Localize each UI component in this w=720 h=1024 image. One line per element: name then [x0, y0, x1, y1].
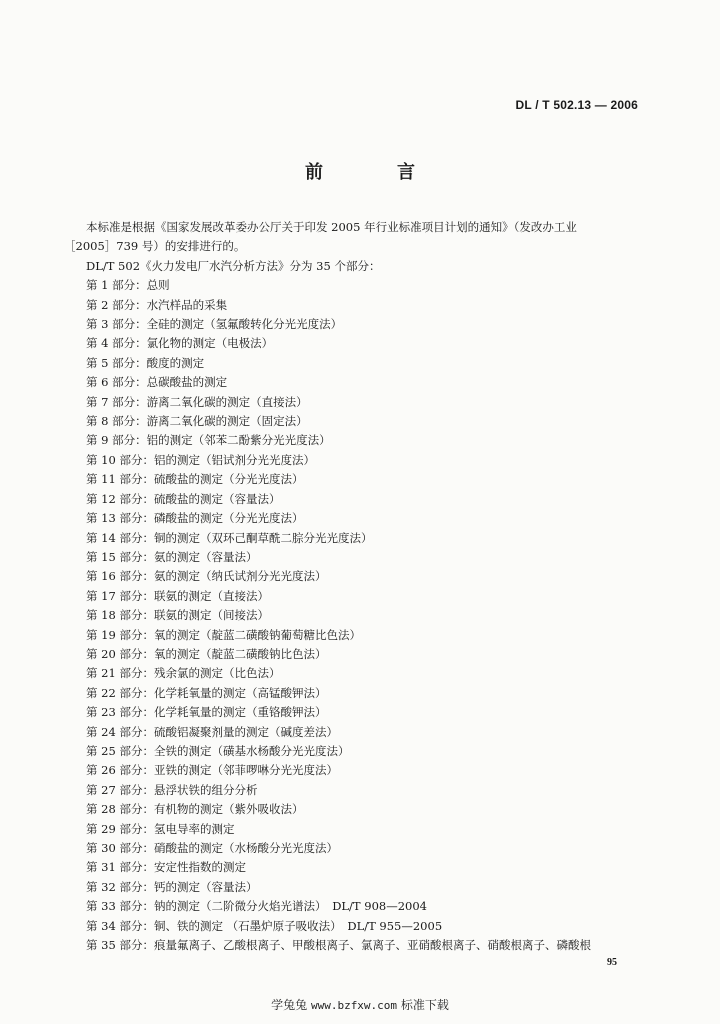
- part-label: 第 19 部分：: [86, 627, 154, 642]
- part-item: [86, 645, 646, 664]
- part-title: 铜的测定（双环己酮草酰二腙分光光度法）: [153, 530, 373, 545]
- part-label: 第 32 部分：: [86, 879, 154, 894]
- page-number: 95: [607, 957, 617, 968]
- part-item: [86, 878, 646, 897]
- intro-line-3: DL/T 502《火力发电厂水汽分析方法》分为 35 个部分：: [86, 258, 381, 273]
- part-item: [86, 742, 646, 761]
- part-item: [86, 936, 646, 955]
- part-item: [86, 606, 646, 625]
- part-title: 化学耗氧量的测定（高锰酸钾法）: [153, 685, 327, 700]
- footer-site-name: 学兔兔: [271, 998, 308, 1012]
- part-item: [86, 839, 646, 858]
- part-item: [86, 897, 646, 916]
- part-label: 第 22 部分：: [86, 685, 154, 700]
- part-title: 联氨的测定（直接法）: [153, 588, 269, 603]
- part-item: [86, 529, 646, 548]
- part-title: 铜、铁的测定 （石墨炉原子吸收法） DL/T 955—2005: [153, 918, 443, 933]
- part-label: 第 15 部分：: [86, 549, 154, 564]
- part-label: 第 33 部分：: [86, 899, 154, 914]
- part-title: 残余氯的测定（比色法）: [153, 666, 281, 681]
- part-item: [86, 587, 646, 606]
- part-item: [86, 296, 646, 315]
- footer-watermark: [0, 996, 720, 1013]
- part-item: [86, 917, 646, 936]
- part-label: 第 31 部分：: [86, 860, 154, 875]
- part-item: [86, 509, 646, 528]
- part-item: [86, 664, 646, 683]
- document-body: [64, 218, 646, 955]
- part-item: [86, 626, 646, 645]
- part-title: 化学耗氧量的测定（重铬酸钾法）: [153, 705, 327, 720]
- part-label: 第 11 部分：: [86, 472, 154, 487]
- part-label: 第 12 部分：: [86, 491, 154, 506]
- part-title: 安定性指数的测定: [153, 860, 246, 875]
- part-title: 游离二氧化碳的测定（直接法）: [146, 394, 308, 409]
- part-item: [86, 373, 646, 392]
- part-title: 悬浮状铁的组分分析: [153, 782, 258, 797]
- part-label: 第 34 部分：: [86, 918, 154, 933]
- intro-line-2: ［2005］739 号）的安排进行的。: [64, 239, 246, 254]
- part-item: [86, 567, 646, 586]
- part-item: [86, 723, 646, 742]
- part-label: 第 26 部分：: [86, 763, 154, 778]
- part-title: 有机物的测定（紫外吸收法）: [153, 802, 304, 817]
- part-label: 第 3 部分：: [86, 317, 147, 332]
- part-label: 第 30 部分：: [86, 841, 154, 855]
- part-title: 氯化物的测定（电极法）: [146, 336, 274, 351]
- part-item: [86, 334, 646, 353]
- part-title: 游离二氧化碳的测定（固定法）: [146, 414, 308, 429]
- intro-line-1: 本标准是根据《国家发展改革委办公厅关于印发 2005 年行业标准项目计划的通知》（发改办工业: [86, 220, 577, 234]
- part-title: 痕量氟离子、乙酸根离子、甲酸根离子、氯离子、亚硝酸根离子、硝酸根离子、磷酸根: [153, 938, 591, 953]
- part-title: 氧的测定（靛蓝二磺酸钠比色法）: [153, 646, 327, 661]
- part-title: 硫酸盐的测定（容量法）: [153, 491, 281, 506]
- part-item: [86, 470, 646, 489]
- part-label: 第 7 部分：: [86, 394, 147, 409]
- part-item: [86, 548, 646, 567]
- part-label: 第 21 部分：: [86, 666, 154, 681]
- part-title: 硫酸盐的测定（分光光度法）: [153, 472, 304, 487]
- part-label: 第 5 部分：: [86, 355, 147, 370]
- part-title: 氢电导率的测定: [153, 821, 235, 836]
- part-title: 钙的测定（容量法）: [153, 879, 258, 894]
- part-item: [86, 781, 646, 800]
- part-title: 钠的测定（二阶微分火焰光谱法） DL/T 908—2004: [153, 899, 427, 914]
- part-title: 总碳酸盐的测定: [146, 375, 228, 390]
- part-title: 硝酸盐的测定（水杨酸分光光度法）: [153, 841, 338, 855]
- standard-number: DL / T 502.13 — 2006: [515, 98, 638, 112]
- part-label: 第 25 部分：: [86, 743, 154, 758]
- part-title: 亚铁的测定（邻菲啰啉分光光度法）: [153, 763, 338, 778]
- part-item: [86, 412, 646, 431]
- footer-url: www.bzfxw.com: [310, 999, 398, 1012]
- part-title: 铝的测定（铝试剂分光光度法）: [153, 452, 315, 467]
- page-title: 前 言: [305, 162, 443, 183]
- part-item: [86, 315, 646, 334]
- part-item: [86, 354, 646, 373]
- part-label: 第 18 部分：: [86, 608, 154, 623]
- part-title: 水汽样品的采集: [146, 297, 228, 312]
- part-item: [86, 703, 646, 722]
- part-item: [86, 761, 646, 780]
- part-title: 酸度的测定: [146, 355, 205, 370]
- part-item: [86, 431, 646, 450]
- part-title: 全铁的测定（磺基水杨酸分光光度法）: [153, 743, 350, 758]
- part-title: 氨的测定（纳氏试剂分光光度法）: [153, 569, 327, 584]
- part-title: 硫酸铝凝聚剂量的测定（碱度差法）: [153, 724, 338, 739]
- part-label: 第 35 部分：: [86, 938, 154, 953]
- part-label: 第 24 部分：: [86, 724, 154, 739]
- part-label: 第 1 部分：: [86, 278, 147, 293]
- part-item: [86, 684, 646, 703]
- part-title: 联氨的测定（间接法）: [153, 608, 269, 623]
- part-label: 第 13 部分：: [86, 511, 154, 526]
- part-label: 第 4 部分：: [86, 336, 147, 351]
- part-title: 总则: [146, 278, 170, 293]
- part-item: [86, 490, 646, 509]
- part-label: 第 27 部分：: [86, 782, 154, 797]
- part-label: 第 8 部分：: [86, 414, 147, 429]
- part-title: 氧的测定（靛蓝二磺酸钠葡萄糖比色法）: [153, 627, 361, 642]
- part-title: 铝的测定（邻苯二酚紫分光光度法）: [146, 433, 331, 448]
- part-label: 第 29 部分：: [86, 821, 154, 836]
- part-title: 氨的测定（容量法）: [153, 549, 258, 564]
- part-label: 第 23 部分：: [86, 705, 154, 720]
- part-label: 第 14 部分：: [86, 530, 154, 545]
- part-label: 第 9 部分：: [86, 433, 147, 448]
- part-label: 第 10 部分：: [86, 452, 154, 467]
- part-label: 第 28 部分：: [86, 802, 154, 817]
- part-label: 第 16 部分：: [86, 569, 154, 584]
- part-item: [86, 858, 646, 877]
- part-item: [86, 276, 646, 295]
- part-item: [86, 820, 646, 839]
- part-label: 第 6 部分：: [86, 375, 147, 390]
- part-title: 磷酸盐的测定（分光光度法）: [153, 511, 304, 526]
- part-item: [86, 451, 646, 470]
- parts-list: [86, 276, 646, 955]
- part-title: 全硅的测定（氢氟酸转化分光光度法）: [146, 317, 343, 332]
- part-label: 第 17 部分：: [86, 588, 154, 603]
- part-label: 第 2 部分：: [86, 297, 147, 312]
- part-item: [86, 393, 646, 412]
- part-label: 第 20 部分：: [86, 646, 154, 661]
- footer-tagline: 标准下载: [400, 998, 449, 1012]
- part-item: [86, 800, 646, 819]
